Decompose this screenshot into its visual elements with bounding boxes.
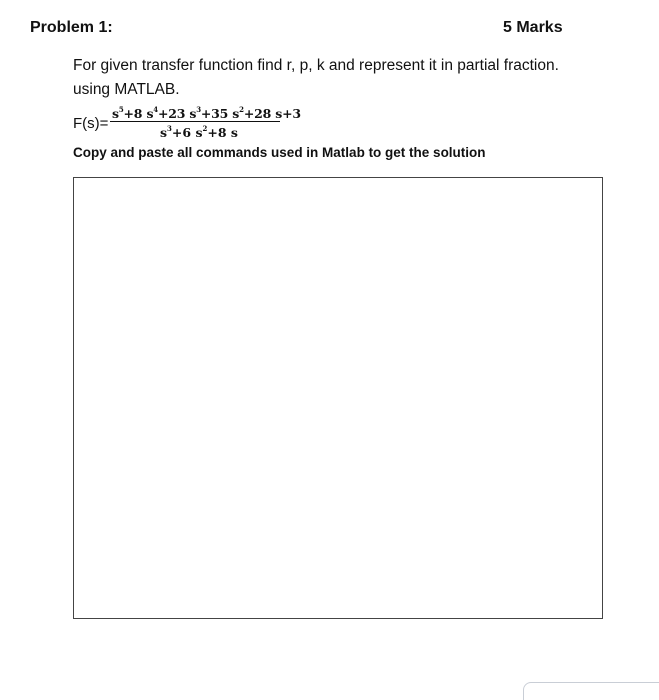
numerator-term-4: +35 s bbox=[200, 106, 240, 121]
numerator-exponent-2: 4 bbox=[153, 105, 158, 114]
numerator-exponent-1: 5 bbox=[118, 105, 124, 114]
numerator-term-3: +23 s bbox=[157, 106, 197, 121]
numerator-term-2: +8 s bbox=[123, 106, 154, 121]
numerator-exponent-3: 3 bbox=[196, 105, 201, 114]
floating-widget[interactable] bbox=[523, 682, 659, 700]
numerator-term-1: s bbox=[112, 106, 119, 121]
denominator-exponent-1: 3 bbox=[167, 124, 172, 133]
denominator-exponent-2: 2 bbox=[202, 124, 208, 133]
prompt-line-2: using MATLAB. bbox=[73, 81, 180, 98]
equation-lhs: F(s)= bbox=[73, 115, 109, 132]
prompt-line-1: For given transfer function find r, p, k and represent it in partial fraction. bbox=[73, 57, 559, 74]
problem-title: Problem 1: bbox=[30, 19, 113, 36]
marks-label: 5 Marks bbox=[503, 19, 563, 36]
transfer-function-equation bbox=[73, 104, 313, 144]
numerator-term-5: +28 s+3 bbox=[243, 106, 301, 121]
answer-box[interactable] bbox=[73, 177, 603, 619]
denominator-term-3: +8 s bbox=[207, 125, 238, 140]
fraction-denominator bbox=[160, 124, 238, 140]
fraction-bar bbox=[110, 121, 280, 122]
denominator-term-1: s bbox=[160, 125, 168, 140]
transfer-function-fraction bbox=[110, 104, 301, 142]
denominator-term-2: +6 s bbox=[171, 125, 203, 140]
numerator-exponent-4: 2 bbox=[239, 105, 244, 114]
fraction-numerator bbox=[112, 105, 301, 121]
instruction-text: Copy and paste all commands used in Matlab to get the solution bbox=[73, 145, 486, 160]
